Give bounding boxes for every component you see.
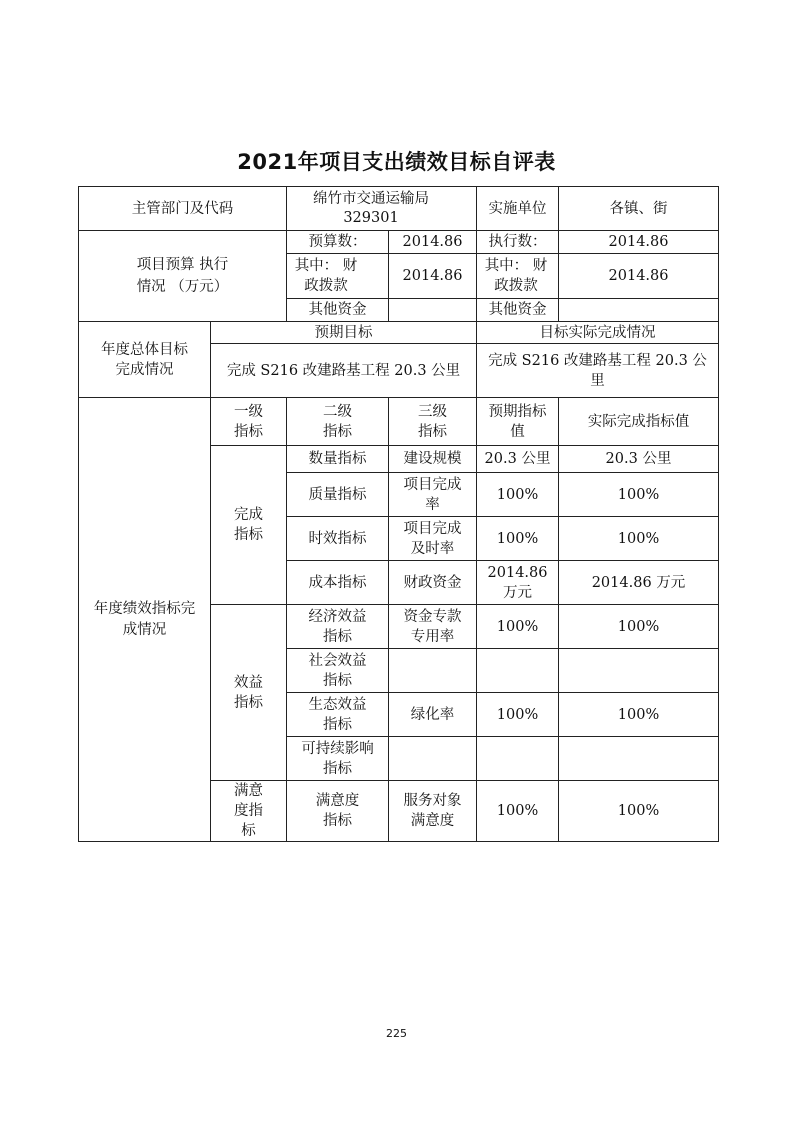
expected-goal: 完成 S216 改建路基工程 20.3 公里	[211, 344, 477, 398]
other-funds-label-exec: 其他资金	[477, 299, 559, 322]
actual-cell: 100%	[559, 473, 719, 517]
actual-cell: 20.3 公里	[559, 446, 719, 473]
budget-label: 项目预算 执行情况 （万元）	[79, 231, 287, 322]
expected-cell	[477, 737, 559, 781]
level3-cell: 项目完成 率	[389, 473, 477, 517]
level2-cell: 经济效益 指标	[287, 605, 389, 649]
header-level1: 一级 指标	[211, 398, 287, 446]
level3-cell: 建设规模	[389, 446, 477, 473]
actual-cell: 2014.86 万元	[559, 561, 719, 605]
budget-amount-value: 2014.86	[389, 231, 477, 254]
level2-cell: 生态效益 指标	[287, 693, 389, 737]
level3-cell	[389, 737, 477, 781]
page-number: 225	[386, 1027, 407, 1040]
expected-cell: 100%	[477, 517, 559, 561]
actual-cell	[559, 737, 719, 781]
actual-goal: 完成 S216 改建路基工程 20.3 公里	[477, 344, 719, 398]
expected-goal-header: 预期目标	[211, 322, 477, 344]
actual-cell: 100%	[559, 517, 719, 561]
budget-amount-label: 预算数：	[287, 231, 389, 254]
exec-amount-label: 执行数：	[477, 231, 559, 254]
expected-cell: 100%	[477, 781, 559, 842]
level3-cell	[389, 649, 477, 693]
level2-cell: 社会效益 指标	[287, 649, 389, 693]
level3-cell: 财政资金	[389, 561, 477, 605]
level2-cell: 质量指标	[287, 473, 389, 517]
impl-value: 各镇、街	[559, 187, 719, 231]
fiscal-label-exec: 其中： 财政拨款	[477, 254, 559, 299]
dept-value: 绵竹市交通运输局 329301	[287, 187, 477, 231]
actual-goal-header: 目标实际完成情况	[477, 322, 719, 344]
perf-header-row	[79, 398, 719, 446]
level2-cell: 满意度 指标	[287, 781, 389, 842]
dept-label: 主管部门及代码	[79, 187, 287, 231]
level2-cell: 成本指标	[287, 561, 389, 605]
header-level3: 三级 指标	[389, 398, 477, 446]
header-actual: 实际完成指标值	[559, 398, 719, 446]
level3-cell: 服务对象 满意度	[389, 781, 477, 842]
fiscal-label: 其中： 财政拨款	[287, 254, 389, 299]
level3-cell: 绿化率	[389, 693, 477, 737]
level3-cell: 项目完成 及时率	[389, 517, 477, 561]
other-funds-label: 其他资金	[287, 299, 389, 322]
actual-cell: 100%	[559, 781, 719, 842]
other-funds-budget	[389, 299, 477, 322]
group-satisfaction: 满意 度指标	[211, 781, 287, 842]
expected-cell: 100%	[477, 693, 559, 737]
expected-cell: 20.3 公里	[477, 446, 559, 473]
perf-label: 年度绩效指标完 成情况	[79, 398, 211, 842]
expected-cell: 100%	[477, 473, 559, 517]
actual-cell: 100%	[559, 693, 719, 737]
actual-cell	[559, 649, 719, 693]
other-funds-exec	[559, 299, 719, 322]
expected-cell: 2014.86 万元	[477, 561, 559, 605]
fiscal-budget-value: 2014.86	[389, 254, 477, 299]
expected-cell	[477, 649, 559, 693]
goal-label: 年度总体目标 完成情况	[79, 322, 211, 398]
goal-header-row	[79, 322, 719, 344]
budget-row-1	[79, 231, 719, 254]
level2-cell: 时效指标	[287, 517, 389, 561]
self-evaluation-table	[78, 186, 719, 842]
level3-cell: 资金专款 专用率	[389, 605, 477, 649]
level2-cell: 可持续影响 指标	[287, 737, 389, 781]
header-level2: 二级 指标	[287, 398, 389, 446]
dept-row	[79, 187, 719, 231]
impl-label: 实施单位	[477, 187, 559, 231]
actual-cell: 100%	[559, 605, 719, 649]
expected-cell: 100%	[477, 605, 559, 649]
page-title: 2021年项目支出绩效目标自评表	[237, 150, 556, 174]
level2-cell: 数量指标	[287, 446, 389, 473]
header-expected: 预期指标 值	[477, 398, 559, 446]
group-benefit: 效益 指标	[211, 605, 287, 781]
exec-amount-value: 2014.86	[559, 231, 719, 254]
group-completion: 完成 指标	[211, 446, 287, 605]
fiscal-exec-value: 2014.86	[559, 254, 719, 299]
